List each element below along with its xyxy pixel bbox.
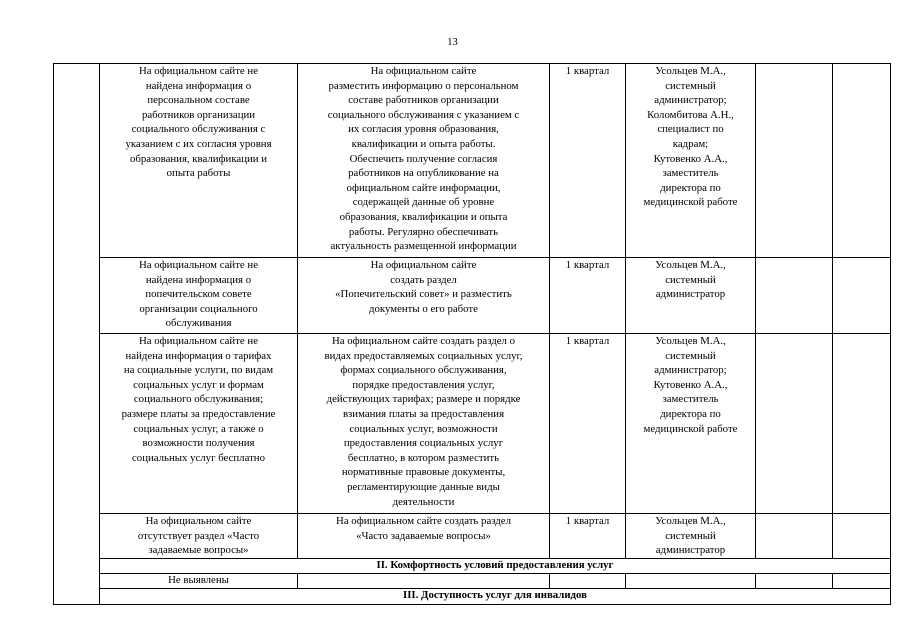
responsible-cell: Усольцев М.А., системный администратор; Кутовенко А.А., заместитель директора по медицинской работе: [626, 334, 756, 514]
table-row: [54, 64, 891, 258]
section-3-title: III. Доступность услуг для инвалидов: [100, 588, 891, 604]
deadline-cell: 1 квартал: [550, 258, 626, 334]
row-number-cell: [54, 64, 100, 605]
shortcoming-cell: Не выявлены: [100, 574, 298, 589]
measure-cell: На официальном сайте разместить информацию о персональном составе работников организации социального обслуживания с указанием с их согласия уровня образования, квалификации и опыта работы. Обеспечить получение согласия работников на опубликование на официальном сайте информации, содержащей данные об уровне образования, квалификации и опыта работы. Регулярно обеспечивать актуальность размещенной информации: [298, 64, 550, 258]
actual-date-cell: [833, 514, 891, 559]
measure-cell: На официальном сайте создать раздел о видах предоставляемых социальных услуг, формах социального обслуживания, порядке предоставления услуг, действующих тарифах; размере и порядке взимания платы за предоставления социальных услуг, возможности предоставления социальных услуг бесплатно, в котором разместить нормативные правовые документы, регламентирующие данные виды деятельности: [298, 334, 550, 514]
result-cell: [756, 514, 833, 559]
result-cell: [756, 64, 833, 258]
shortcoming-cell: На официальном сайте не найдена информация о тарифах на социальные услуги, по видам социальных услуг и формам социального обслуживания; размере платы за предоставление социальных услуг, а также о возможности получения социальных услуг бесплатно: [100, 334, 298, 514]
table-row: [54, 258, 891, 334]
deadline-cell: 1 квартал: [550, 334, 626, 514]
deadline-cell: 1 квартал: [550, 64, 626, 258]
page-number: 13: [447, 37, 458, 48]
shortcoming-cell: На официальном сайте не найдена информация о попечительском совете организации социального обслуживания: [100, 258, 298, 334]
responsible-cell: Усольцев М.А., системный администратор: [626, 258, 756, 334]
actual-date-cell: [833, 64, 891, 258]
improvement-plan-table: [53, 63, 891, 605]
responsible-cell: [626, 574, 756, 589]
section-2-title: II. Комфортность условий предоставления услуг: [100, 559, 891, 574]
section-heading-row: [54, 559, 891, 574]
measure-cell: На официальном сайте создать раздел «Часто задаваемые вопросы»: [298, 514, 550, 559]
result-cell: [756, 574, 833, 589]
section-heading-row: [54, 588, 891, 604]
table-row: [54, 334, 891, 514]
actual-date-cell: [833, 334, 891, 514]
measure-cell: [298, 574, 550, 589]
deadline-cell: [550, 574, 626, 589]
responsible-cell: Усольцев М.А., системный администратор: [626, 514, 756, 559]
table-row: [54, 514, 891, 559]
deadline-cell: 1 квартал: [550, 514, 626, 559]
actual-date-cell: [833, 574, 891, 589]
table-row: [54, 574, 891, 589]
measure-cell: На официальном сайте создать раздел «Попечительский совет» и разместить документы о его работе: [298, 258, 550, 334]
shortcoming-cell: На официальном сайте не найдена информация о персональном составе работников организации социального обслуживания с указанием с их согласия уровня образования, квалификации и опыта работы: [100, 64, 298, 258]
shortcoming-cell: На официальном сайте отсутствует раздел «Часто задаваемые вопросы»: [100, 514, 298, 559]
result-cell: [756, 334, 833, 514]
responsible-cell: Усольцев М.А., системный администратор; Коломбитова А.Н., специалист по кадрам; Кутовенко А.А., заместитель директора по медицинской работе: [626, 64, 756, 258]
actual-date-cell: [833, 258, 891, 334]
result-cell: [756, 258, 833, 334]
